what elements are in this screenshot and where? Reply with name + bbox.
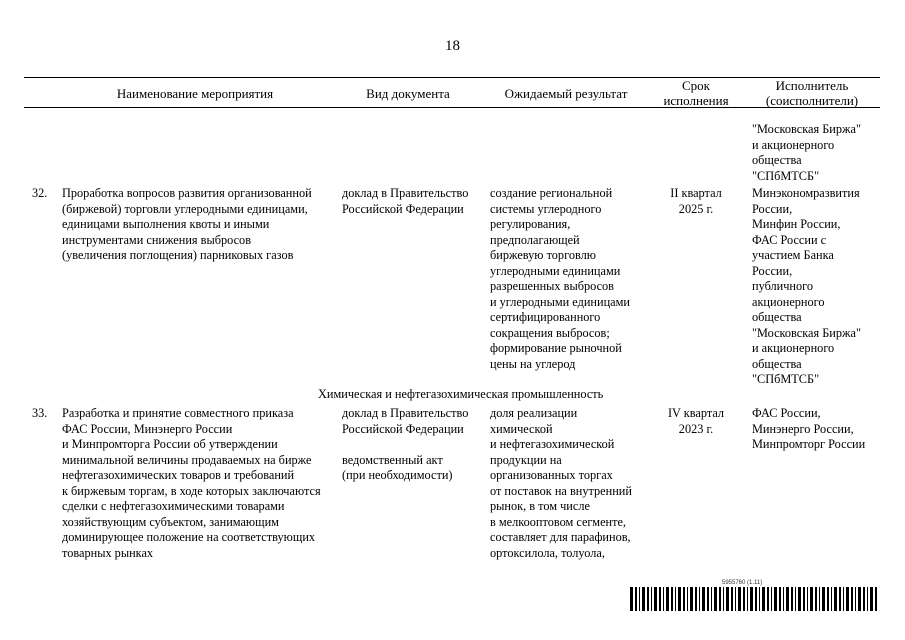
barcode-bar [651,587,652,611]
page-number: 18 [445,38,460,54]
barcode-bar [747,587,748,611]
barcode-bar [810,587,813,611]
barcode-bar [855,587,856,611]
barcode-bar [731,587,733,611]
barcode-bar [803,587,805,611]
barcode-bar [659,587,661,611]
barcode-bar [807,587,808,611]
doc-spacer [342,437,468,453]
barcode-bar [714,587,717,611]
section-title: Химическая и нефтегазохимическая промышленность [318,387,604,401]
barcode-bar [663,587,664,611]
barcode-bar [695,587,697,611]
continuation-executor: "Московская Биржа" и акционерного общества "СПбМТСБ" [752,122,861,183]
barcode-bar [762,587,765,611]
row-33-result: доля реализации химической и нефтегазохимической продукции на организованных торгах от поставок на внутренний рынок, в том числе в мелкооптовом сегменте, составляет для парафинов, ортоксилола, толуола, [490,406,632,560]
row-32-executor: Минэкономразвития России, Минфин России, ФАС России с участием Банка России, публичного акционерного общества "Московская Биржа" и акционерного общества "СПбМТСБ" [752,186,861,386]
barcode-image [630,587,880,611]
header-document: Вид документа [366,86,450,101]
barcode-bar [719,587,721,611]
barcode-bar [815,587,817,611]
row-32-number: 32. [32,186,48,200]
barcode-bar [822,587,825,611]
barcode-bar [750,587,753,611]
row-32-name: Проработка вопросов развития организованной (биржевой) торговли углеродными единицами, единицами выполнения квоты и иными инструментами снижения выбросов (увеличения поглощения) парниковых газов [62,186,312,262]
row-33-number: 33. [32,406,48,420]
barcode-bar [683,587,685,611]
barcode-label: 5955760 (1.11) [722,580,763,586]
header-result: Ожидаемый результат [504,86,628,101]
barcode-bar [858,587,861,611]
barcode-bar [867,587,868,611]
header-deadline: Срок исполнения [663,78,729,108]
barcode-bar [831,587,832,611]
row-33-executor: ФАС России, Минэнерго России, Минпромторг России [752,406,866,451]
row-33-document: доклад в Правительство Российской Федерации ведомственный акт (при необходимости) [342,406,469,482]
barcode-bar [647,587,649,611]
barcode-bar [735,587,736,611]
barcode-bar [702,587,705,611]
barcode-bar [795,587,796,611]
barcode-bar [870,587,873,611]
barcode-bar [678,587,681,611]
row-33-name: Разработка и принятие совместного приказа ФАС России, Минэнерго России и Минпромторга России об утверждении минимальной величины продаваемых на бирже нефтегазохимических товаров и требований к биржевым торгам, в ходе которых заключаются сделки с нефтегазохимическими товарами хозяйствующим субъектом, занимающим доминирующее положение на соответствующих товарных рынках [62,406,321,560]
row-32-deadline: II квартал 2025 г. [670,186,722,216]
barcode-bar [875,587,877,611]
barcode-bar [630,587,633,611]
barcode-bar [851,587,853,611]
barcode-bar [798,587,801,611]
barcode-bar [843,587,844,611]
barcode-bar [699,587,700,611]
barcode-bar [654,587,657,611]
barcode-bar [779,587,781,611]
row-32-result: создание региональной системы углеродного регулирования, предполагающей биржевую торговлю углеродными единицами разрешенных выбросов и углеродными единицами сертифицированного сокращения выбросов; формирование рыночной цены на углерод [490,186,630,371]
barcode-bar [759,587,760,611]
row-33-deadline: IV квартал 2023 г. [667,406,725,436]
barcode-bar [846,587,849,611]
barcode-bar [635,587,637,611]
header-executor: Исполнитель (соисполнители) [765,78,859,108]
row-32-document: доклад в Правительство Российской Федерации [342,186,469,216]
barcode-bar [834,587,837,611]
barcode-bar [827,587,829,611]
barcode-bar [639,587,640,611]
barcode-bar [743,587,745,611]
barcode-bar [755,587,757,611]
barcode-bar [786,587,789,611]
barcode-bar [771,587,772,611]
barcode-bar [690,587,693,611]
barcode-bar [687,587,688,611]
barcode-bar [774,587,777,611]
barcode-bar [642,587,645,611]
barcode-bar [726,587,729,611]
barcode-bar [783,587,784,611]
barcode-bar [767,587,769,611]
barcode-bar [839,587,841,611]
barcode-bar [723,587,724,611]
barcode-bar [819,587,820,611]
barcode-bar [863,587,865,611]
barcode-bar [791,587,793,611]
barcode-bar [711,587,712,611]
barcode-bar [666,587,669,611]
barcode-bar [671,587,673,611]
header-name: Наименование мероприятия [116,86,274,101]
barcode-bar [675,587,676,611]
barcode-bar [707,587,709,611]
barcode-bar [738,587,741,611]
